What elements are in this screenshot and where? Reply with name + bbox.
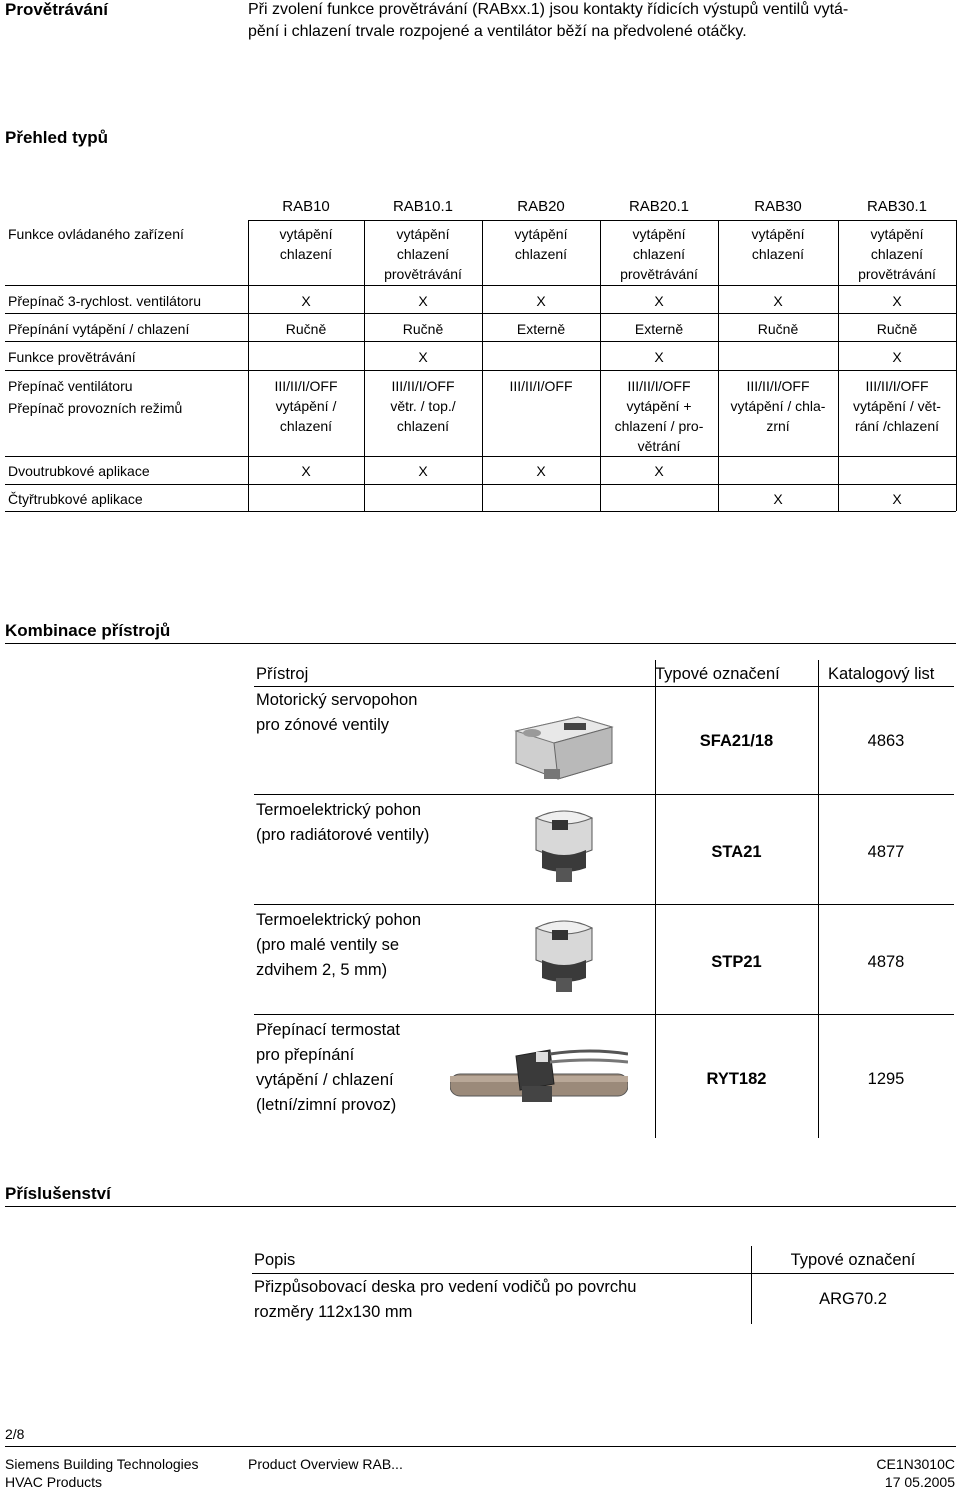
cell-speed: X (773, 293, 783, 309)
cell-function: vytápění chlazení (514, 226, 568, 262)
row-label-ventilation: Funkce provětrávání (8, 349, 136, 365)
cell-ventilation: X (654, 349, 664, 365)
cell-function: vytápění chlazení provětrávání (620, 226, 698, 282)
catalog-number: 4878 (867, 953, 905, 971)
accessory-description: Přizpůsobovací deska pro vedení vodičů po povrchu rozměry 112x130 mm (254, 1278, 637, 1321)
cell-two-pipe: X (301, 463, 311, 479)
thermal-actuator-icon (526, 806, 602, 886)
section-divider (5, 643, 956, 644)
cell-switching: Externě (516, 321, 566, 337)
footer-divider (5, 1446, 956, 1447)
col-header-device: Přístroj (256, 665, 309, 683)
catalog-number: 1295 (867, 1070, 905, 1088)
col-header: RAB30.1 (866, 198, 928, 215)
accessory-type: ARG70.2 (819, 1290, 887, 1308)
row-label-switch (8, 376, 182, 418)
intro-text (248, 0, 958, 43)
col-header: RAB30 (754, 198, 802, 215)
cell-ventilation: X (418, 349, 428, 365)
footer-doc-code: CE1N3010C (876, 1456, 955, 1472)
cell-two-pipe: X (654, 463, 664, 479)
cell-switch: III/II/I/OFF vytápění + chlazení / pro- větrání (614, 378, 704, 454)
row-label-fan-switch: Přepínač ventilátoru (8, 378, 133, 394)
device-description: Přepínací termostat pro přepínání vytápění / chlazení (letní/zimní provoz) (256, 1021, 400, 1114)
cell-ventilation: X (892, 349, 902, 365)
section-title-combinations: Kombinace přístrojů (5, 621, 171, 640)
footer-date: 17 05.2005 (884, 1474, 955, 1490)
cell-switching: Ručně (757, 321, 799, 337)
section-title-types: Přehled typů (5, 128, 108, 147)
col-header-type: Typové označení (790, 1251, 916, 1269)
cell-speed: X (654, 293, 664, 309)
cell-four-pipe: X (892, 491, 902, 507)
cell-function: vytápění chlazení (751, 226, 805, 262)
cell-function: vytápění chlazení provětrávání (384, 226, 462, 282)
row-label-mode-switch: Přepínač provozních režimů (8, 400, 183, 416)
section-title-accessories: Příslušenství (5, 1184, 111, 1203)
col-header: RAB10.1 (392, 198, 454, 215)
type-code: SFA21/18 (699, 732, 774, 750)
cell-switch: III/II/I/OFF vytápění / chla- zrní (730, 378, 826, 434)
page-number: 2/8 (5, 1426, 25, 1442)
actuator-icon (508, 703, 620, 785)
cell-speed: X (301, 293, 311, 309)
type-code: RYT182 (706, 1070, 767, 1088)
row-label-switching: Přepínání vytápění / chlazení (8, 321, 190, 337)
cell-speed: X (892, 293, 902, 309)
cell-two-pipe: X (418, 463, 428, 479)
pipe-thermostat-icon (450, 1040, 628, 1112)
row-label-speed: Přepínač 3-rychlost. ventilátoru (8, 293, 201, 309)
col-header-sheet: Katalogový list (828, 665, 935, 683)
device-description: Motorický servopohon pro zónové ventily (256, 691, 418, 734)
cell-speed: X (418, 293, 428, 309)
cell-function: vytápění chlazení (279, 226, 333, 262)
device-description: Termoelektrický pohon (pro malé ventily se zdvihem 2, 5 mm) (256, 911, 422, 979)
row-label-four-pipe: Čtyřtrubkové aplikace (8, 491, 143, 507)
cell-four-pipe: X (773, 491, 783, 507)
col-header: RAB20.1 (628, 198, 690, 215)
col-header-description: Popis (254, 1251, 296, 1269)
row-label-function: Funkce ovládaného zařízení (8, 226, 184, 242)
cell-switching: Ručně (285, 321, 327, 337)
cell-switching: Externě (634, 321, 684, 337)
cell-switch: III/II/I/OFF (509, 378, 573, 394)
catalog-number: 4863 (867, 732, 905, 750)
type-code: STA21 (711, 843, 762, 861)
cell-switch: III/II/I/OFF větr. / top./ chlazení (390, 378, 456, 434)
cell-speed: X (536, 293, 546, 309)
cell-switching: Ručně (876, 321, 918, 337)
col-header: RAB20 (517, 198, 565, 215)
cell-two-pipe: X (536, 463, 546, 479)
row-label-two-pipe: Dvoutrubkové aplikace (8, 463, 150, 479)
catalog-number: 4877 (867, 843, 905, 861)
intro-line-1: Při zvolení funkce provětrávání (RABxx.1) jsou kontakty řídicích výstupů ventilů vytá- (248, 1, 849, 18)
footer-company: Siemens Building Technologies (5, 1456, 199, 1472)
type-code: STP21 (711, 953, 762, 971)
device-description: Termoelektrický pohon (pro radiátorové ventily) (256, 801, 430, 844)
cell-switching: Ručně (402, 321, 444, 337)
footer-division: HVAC Products (5, 1474, 102, 1490)
cell-switch: III/II/I/OFF vytápění / chlazení (274, 378, 338, 434)
col-header-type: Typové označení (655, 665, 780, 683)
intro-line-2: pění i chlazení trvale rozpojené a ventilátor běží na předvolené otáčky. (248, 23, 747, 40)
col-header: RAB10 (282, 198, 330, 215)
section-title-ventilation: Provětrávání (5, 0, 108, 19)
cell-switch: III/II/I/OFF vytápění / vět- rání /chlazení (853, 378, 941, 434)
footer-doc-title: Product Overview RAB... (248, 1456, 403, 1472)
section-divider (5, 1206, 956, 1207)
cell-function: vytápění chlazení provětrávání (858, 226, 936, 282)
thermal-actuator-icon (526, 916, 602, 996)
